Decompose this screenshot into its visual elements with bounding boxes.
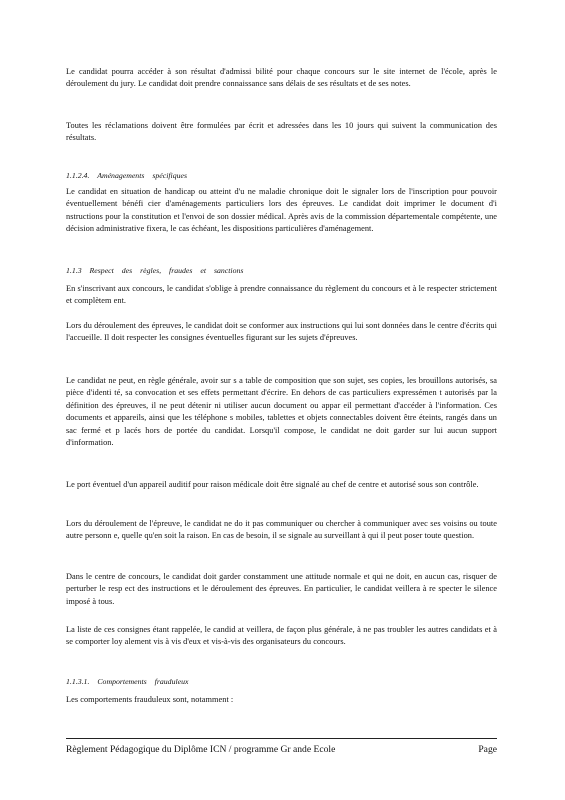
footer-page-label: Page — [478, 744, 497, 755]
footer-divider — [66, 738, 497, 739]
paragraph-allowed-items: Le candidat ne peut, en règle générale, avoir sur s a table de composition que son sujet, ses copies, les brouillons autorisés, sa pièce d'identi té, sa convocation et ses effets permettant d'écrire. En dehors de cas particuliers expressémen t autorisés par la définition des épreuves, il ne peut détenir ni utiliser aucun document ou appar eil permettant d'accéder à l'information. Ces documents et appareils, ainsi que les téléphone s mobiles, tablettes et objets connectables doivent être éteints, rangés dans un sac fermé et p lacés hors de portée du candidat. Lorsqu'il compose, le candidat ne doit garder sur lui aucun support d'information. — [66, 376, 497, 448]
paragraph-handicap: Le candidat en situation de handicap ou atteint d'u ne maladie chronique doit le signaler lors de l'inscription pour pouvoir éventuellement bénéfi cier d'aménagements particuliers lors des épreuves. Le candidat doit imprimer le document d'i nstructions pour la constitution et l'envoi de son dossier médical. Après avis de la commission départementale compétente, une décision administrative fixera, le cas échéant, les dispositions particulières d'aménagement. — [66, 187, 497, 234]
paragraph-registration-obligation: En s'inscrivant aux concours, le candidat s'oblige à prendre connaissance du règlement du concours et à le respecter strictement et complètem ent. — [66, 284, 497, 306]
paragraph-claims: Toutes les réclamations doivent être formulées par écrit et adressées dans les 10 jours qui suivent la communication des résultats. — [66, 121, 497, 143]
paragraph-no-communication: Lors du déroulement de l'épreuve, le candidat ne do it pas communiquer ou chercher à communiquer avec ses voisins ou toute autre personn e, quelle qu'en soit la raison. En cas de besoin, il se signale au surveillant à qui il peut poser toute question. — [66, 519, 497, 541]
section-heading-rules-fraud-sanctions: 1.1.3 Respect des règles, fraudes et sanctions — [66, 266, 244, 275]
paragraph-behaviour: Dans le centre de concours, le candidat doit garder constamment une attitude normale et qui ne doit, en aucun cas, risquer de perturber le resp ect des instructions et le déroulement des épreuves. En particulier, le candidat veillera à re specter le silence imposé à tous. — [66, 572, 497, 606]
section-heading-fraudulent-behaviour: 1.1.3.1. Comportements frauduleux — [66, 677, 189, 686]
paragraph-loyalty: La liste de ces consignes étant rappelée, le candid at veillera, de façon plus générale, à ne pas troubler les autres candidats et à se comporter loy alement vis à vis d'eux et vis-à-vis des organisateurs du concours. — [66, 625, 497, 647]
footer-document-title: Règlement Pédagogique du Diplôme ICN / programme Gr ande Ecole — [66, 744, 336, 755]
section-heading-special-arrangements: 1.1.2.4. Aménagements spécifiques — [66, 171, 187, 180]
paragraph-exam-instructions: Lors du déroulement des épreuves, le candidat doit se conformer aux instructions qui lui sont données dans le centre d'écrits qui l'accueille. Il doit respecter les consignes éventuelles figurant sur les sujets d'épreuves. — [66, 321, 497, 343]
paragraph-fraudulent-list-intro: Les comportements frauduleux sont, notamment : — [66, 695, 234, 704]
paragraph-admissibility-results: Le candidat pourra accéder à son résultat d'admissi bilité pour chaque concours sur le site internet de l'école, après le déroulement du jury. Le candidat doit prendre connaissance sans délais de ses résultats et de ses notes. — [66, 67, 497, 89]
paragraph-hearing-aid: Le port éventuel d'un appareil auditif pour raison médicale doit être signalé au chef de centre et autorisé sous son contrôle. — [66, 480, 479, 489]
page-footer — [66, 744, 497, 756]
